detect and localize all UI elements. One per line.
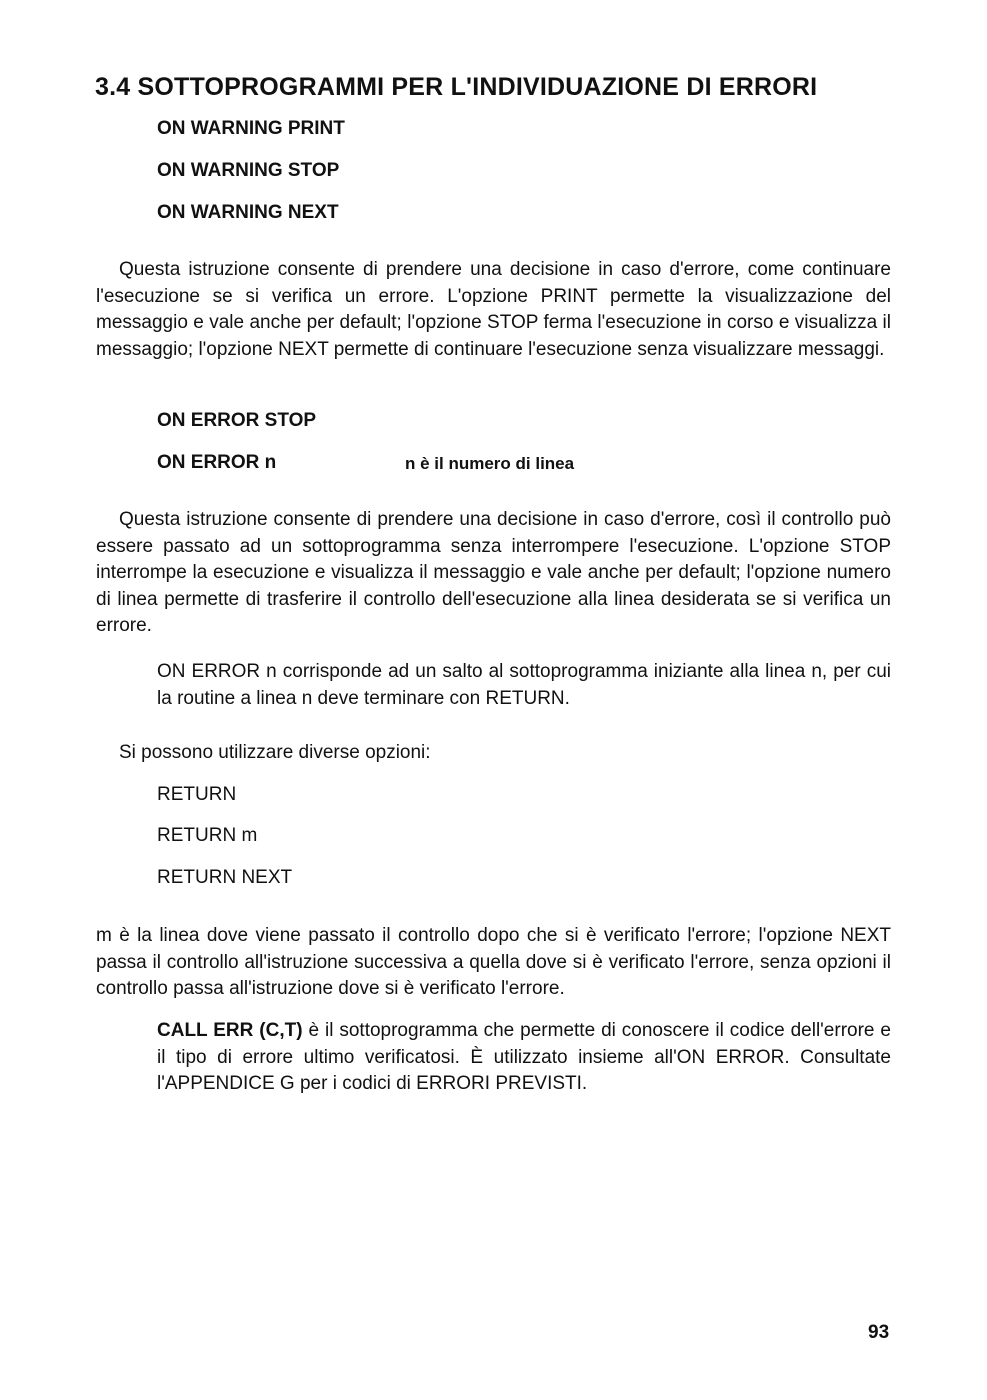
- command-on-error-n-note: n è il numero di linea: [405, 454, 575, 473]
- command-on-warning-print: ON WARNING PRINT: [157, 118, 345, 139]
- page-number: 93: [868, 1322, 890, 1343]
- paragraph-return: m è la linea dove viene passato il controllo dopo che si è verificato l'errore; l'opzione NEXT passa il controllo all'istruzione successiva a quella dove si è verificato l'errore, senza opzioni il controllo passa all'istruzione dove si è verificato l'errore.: [96, 925, 891, 999]
- note-on-error-n: ON ERROR n corrisponde ad un salto al sottoprogramma iniziante alla linea n, per cui la routine a linea n deve terminare con RETURN.: [157, 661, 891, 709]
- paragraph-warning: Questa istruzione consente di prendere una decisione in caso d'errore, come continuare l'esecuzione se si verifica un errore. L'opzione PRINT permette la visualizzazione del messaggio e vale anche per default; l'opzione STOP ferma l'esecuzione in corso e visualizza il messaggio; l'opzione NEXT permette di continuare l'esecuzione senza visualizzare messaggi.: [96, 259, 891, 360]
- return-option: RETURN NEXT: [157, 867, 293, 888]
- command-on-error-n: ON ERROR n: [157, 452, 277, 473]
- options-intro: Si possono utilizzare diverse opzioni:: [119, 742, 431, 763]
- command-on-warning-stop: ON WARNING STOP: [157, 160, 340, 181]
- paragraph-error: Questa istruzione consente di prendere una decisione in caso d'errore, così il controllo può essere passato ad un sottoprogramma senza interrompere l'esecuzione. L'opzione STOP interrompe la esecuzione e visualizza il messaggio e vale anche per default; l'opzione numero di linea permette di trasferire il controllo dell'esecuzione alla linea desiderata se si verifica un errore.: [96, 509, 891, 636]
- return-option: RETURN: [157, 784, 237, 805]
- paragraph-call-err: [157, 1018, 891, 1098]
- return-option: RETURN m: [157, 825, 258, 846]
- call-err-description: è il sottoprogramma che permette di conoscere il codice dell'errore e il tipo di errore ultimo verificatosi. È utilizzato insieme all'ON ERROR. Consultate l'APPENDICE G per i codici di ERRORI PREVISTI.: [157, 1020, 891, 1094]
- command-on-warning-next: ON WARNING NEXT: [157, 202, 339, 223]
- section-heading: 3.4 SOTTOPROGRAMMI PER L'INDIVIDUAZIONE DI ERRORI: [95, 73, 818, 101]
- call-err-keyword: CALL ERR (C,T): [157, 1020, 303, 1041]
- command-on-error-stop: ON ERROR STOP: [157, 410, 317, 431]
